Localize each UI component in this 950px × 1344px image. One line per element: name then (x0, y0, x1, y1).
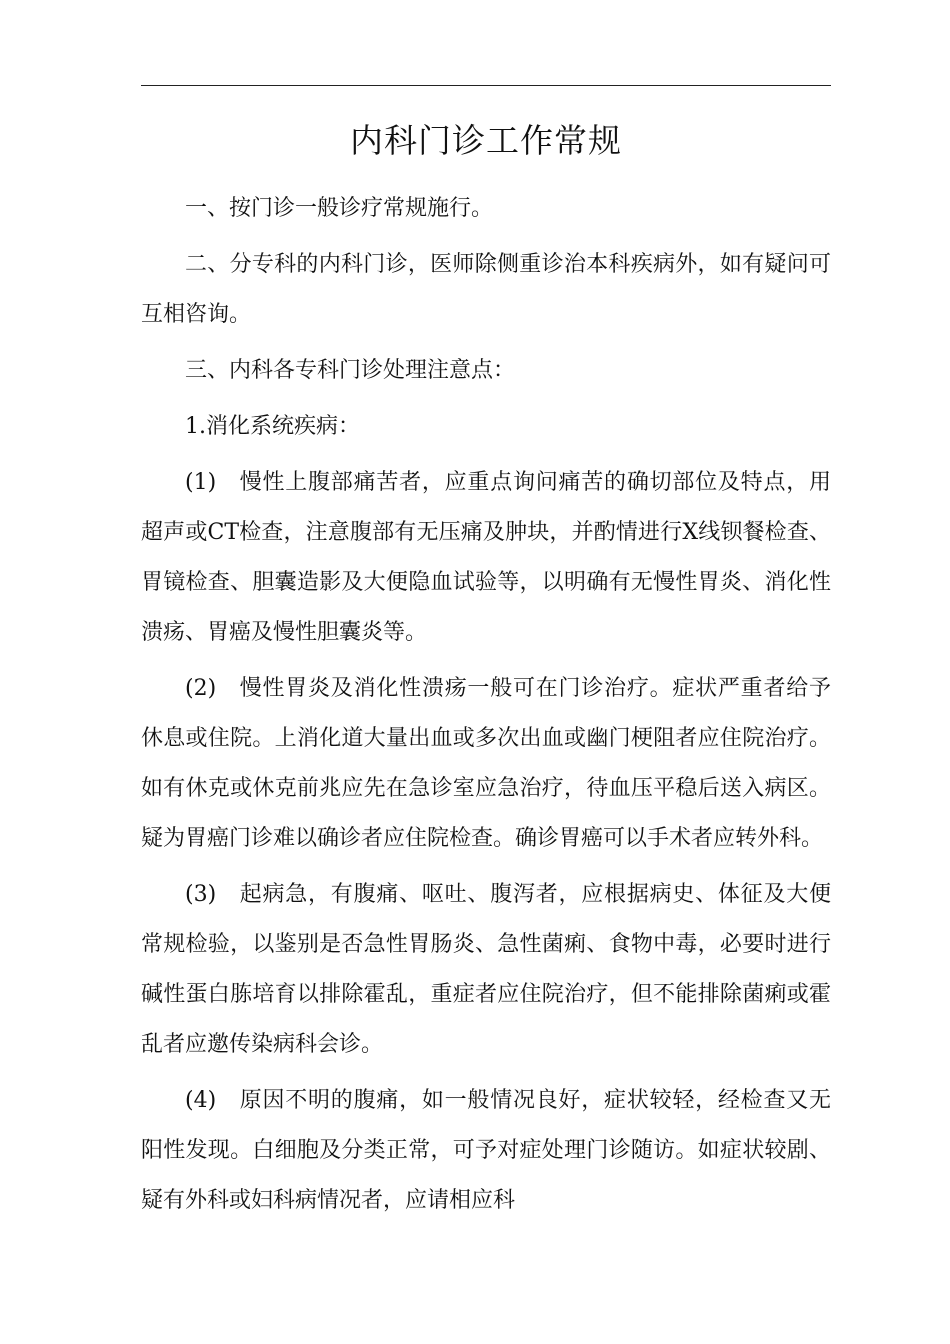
paragraph-item-4: (4) 原因不明的腹痛，如一般情况良好，症状较轻，经检查又无阳性发现。白细胞及分类正常，可予对症处理门诊随访。如症状较剧、疑有外科或妇科病情况者，应请相应科 (141, 1088, 831, 1213)
header-rule (141, 85, 831, 86)
paragraph-digestive-heading: 1.消化系统疾病： (185, 414, 360, 439)
paragraph-item-2: (2) 慢性胃炎及消化性溃疡一般可在门诊治疗。症状严重者给予休息或住院。上消化道大量出血或多次出血或幽门梗阻者应住院治疗。如有休克或休克前兆应先在急诊室应急治疗，待血压平稳后送入病区。疑为胃癌门诊难以确诊者应住院检查。确诊胃癌可以手术者应转外科。 (141, 676, 831, 851)
paragraph-item-1: (1) 慢性上腹部痛苦者，应重点询问痛苦的确切部位及特点，用超声或CT检查，注意腹部有无压痛及肿块，并酌情进行X线钡餐检查、胃镜检查、胆囊造影及大便隐血试验等，以明确有无慢性胃炎、消化性溃疡、胃癌及慢性胆囊炎等。 (141, 470, 831, 645)
paragraph-section-heading: 三、内科各专科门诊处理注意点： (185, 358, 516, 383)
document-body (141, 184, 831, 1226)
document-title: 内科门诊工作常规 (350, 121, 622, 160)
paragraph-specialty-consult: 二、分专科的内科门诊，医师除侧重诊治本科疾病外，如有疑问可互相咨询。 (141, 252, 831, 327)
paragraph-general-rule: 一、按门诊一般诊疗常规施行。 (185, 196, 494, 221)
paragraph-item-3: (3) 起病急，有腹痛、呕吐、腹泻者，应根据病史、体征及大便常规检验，以鉴别是否急性胃肠炎、急性菌痢、食物中毒，必要时进行碱性蛋白胨培育以排除霍乱，重症者应住院治疗，但不能排除菌痢或霍乱者应邀传染病科会诊。 (141, 882, 831, 1057)
